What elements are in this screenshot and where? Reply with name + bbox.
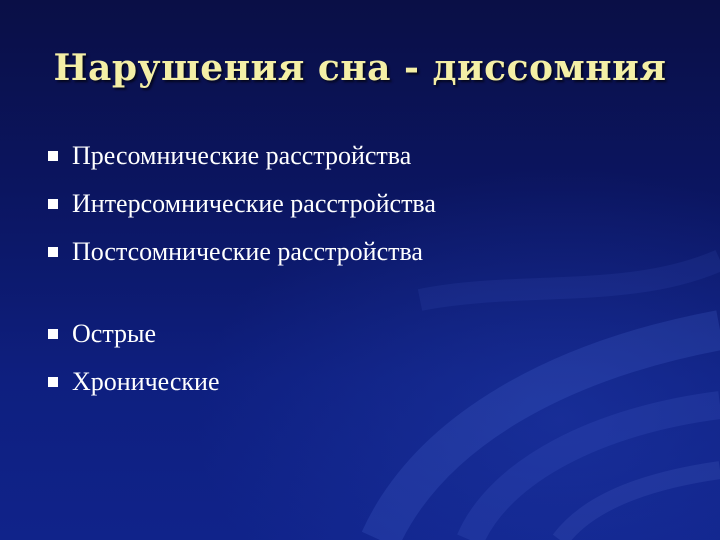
square-bullet-icon <box>48 329 58 339</box>
square-bullet-icon <box>48 199 58 209</box>
list-item-label: Интерсомнические расстройства <box>72 189 436 218</box>
list-item <box>48 310 220 358</box>
square-bullet-icon <box>48 151 58 161</box>
list-item <box>48 358 220 406</box>
bullet-list-types <box>48 132 436 276</box>
list-item-label: Пресомнические расстройства <box>72 141 412 170</box>
list-item <box>48 228 436 276</box>
list-item-label: Постсомнические расстройства <box>72 237 423 266</box>
list-item-label: Острые <box>72 319 157 348</box>
list-item <box>48 132 436 180</box>
square-bullet-icon <box>48 247 58 257</box>
list-item-label: Хронические <box>72 367 220 396</box>
bullet-list-course <box>48 310 220 406</box>
list-item <box>48 180 436 228</box>
slide-title: Нарушения сна - диссомния <box>53 47 667 89</box>
square-bullet-icon <box>48 377 58 387</box>
